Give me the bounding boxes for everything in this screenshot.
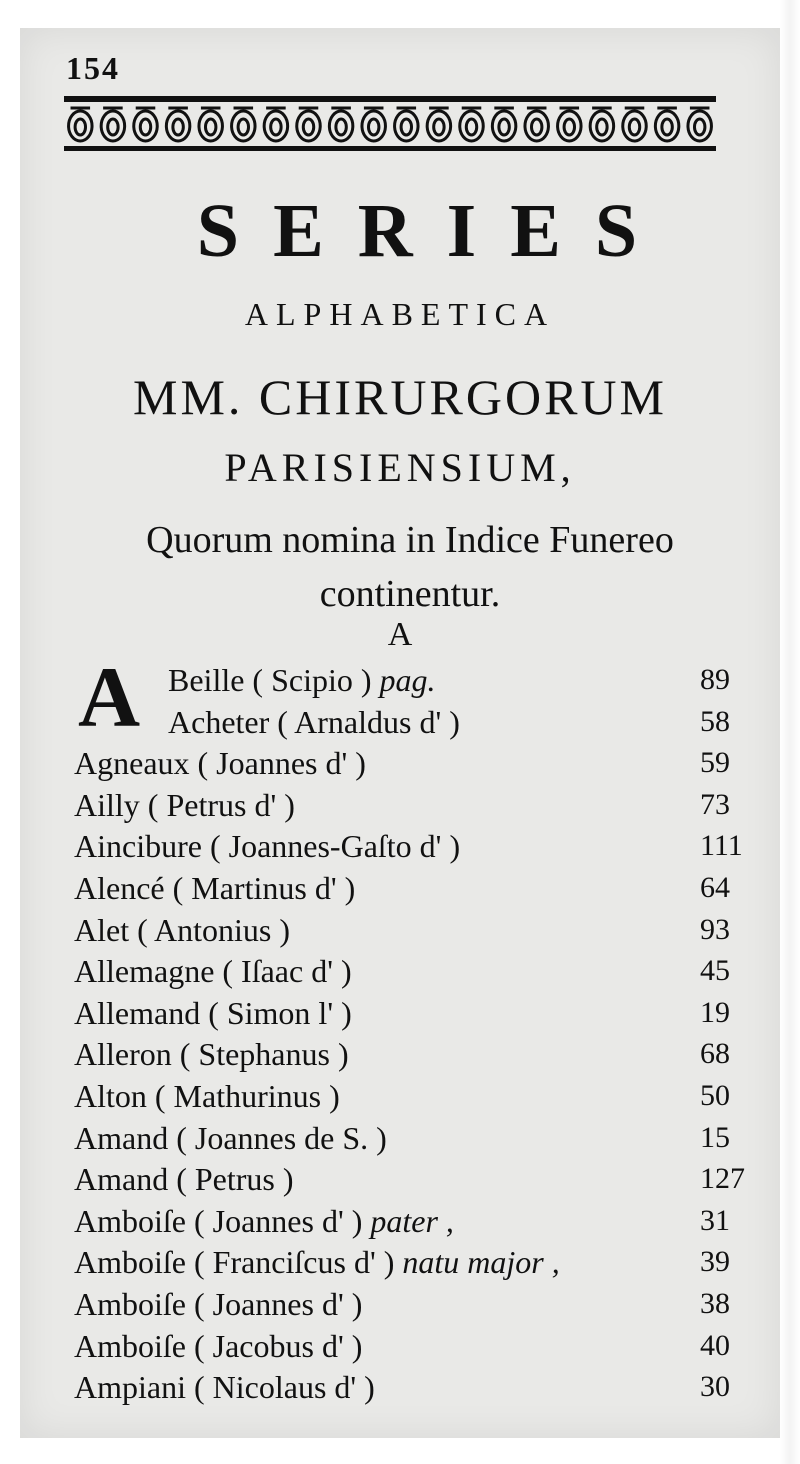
entry-name-text: Alet ( Antonius ) xyxy=(74,912,290,948)
entry-page-number: 89 xyxy=(700,663,730,696)
entry-name-text: Ailly ( Petrus d' ) xyxy=(74,787,295,823)
section-letter: A xyxy=(387,616,413,653)
intro-line-2: continentur. xyxy=(319,573,501,615)
entry-page-number: 73 xyxy=(700,788,730,821)
index-entry xyxy=(74,951,690,991)
entry-name xyxy=(74,1242,560,1282)
entry-page-number: 93 xyxy=(700,913,730,946)
entry-name-text: Amboiſe ( Joannes d' ) xyxy=(74,1286,363,1322)
entry-page-number: 59 xyxy=(700,746,730,779)
entry-page-number: 64 xyxy=(700,871,730,904)
index-entry xyxy=(74,993,690,1033)
entry-page-number: 111 xyxy=(700,829,743,862)
index-entry xyxy=(74,868,690,908)
entry-page-number: 39 xyxy=(700,1245,730,1278)
entry-name-text: Alencé ( Martinus d' ) xyxy=(74,870,356,906)
entry-name-text: Amand ( Joannes de S. ) xyxy=(74,1120,387,1156)
index-entry xyxy=(74,826,690,866)
index-entry xyxy=(74,785,690,825)
entry-name-text: Aincibure ( Joannes-Gaſto d' ) xyxy=(74,828,461,864)
entry-name xyxy=(74,1076,340,1116)
index-entry xyxy=(74,1076,690,1116)
entry-page-number: 19 xyxy=(700,996,730,1029)
entry-page-number: 30 xyxy=(700,1370,730,1403)
entry-name xyxy=(74,1159,294,1199)
entry-page-number: 40 xyxy=(700,1329,730,1362)
intro-line-1: Quorum nomina in Indice Funereo xyxy=(146,519,674,561)
index-entry xyxy=(74,1201,690,1241)
entry-note: pater , xyxy=(370,1203,454,1239)
entry-name-text: Agneaux ( Joannes d' ) xyxy=(74,745,366,781)
entry-name-text: Ampiani ( Nicolaus d' ) xyxy=(74,1369,375,1405)
index-entry xyxy=(74,1284,690,1324)
entry-page-number: 58 xyxy=(700,705,730,738)
entry-name-text: Beille ( Scipio ) xyxy=(168,662,372,698)
entry-name xyxy=(74,1326,362,1366)
index-entry xyxy=(74,1242,690,1282)
index-entry xyxy=(168,660,688,700)
entry-name xyxy=(74,1284,362,1324)
entry-name-text: Acheter ( Arnaldus d' ) xyxy=(168,704,460,740)
entry-page-number: 50 xyxy=(700,1079,730,1112)
entry-name xyxy=(74,1367,375,1407)
entry-name xyxy=(74,826,460,866)
page-edge xyxy=(780,0,800,1464)
subtitle-chirurgorum: MM. CHIRURGORUM xyxy=(133,369,667,425)
entry-name-text: Allemand ( Simon l' ) xyxy=(74,995,352,1031)
entry-name-text: Amboiſe ( Jacobus d' ) xyxy=(74,1328,363,1364)
entry-name-text: Amboiſe ( Franciſcus d' ) xyxy=(74,1244,395,1280)
index-entry xyxy=(74,1326,690,1366)
entry-name xyxy=(74,910,290,950)
entry-name xyxy=(74,1201,454,1241)
entry-note: pag. xyxy=(379,662,436,698)
entry-name-text: Alton ( Mathurinus ) xyxy=(74,1078,340,1114)
index-entry xyxy=(74,1159,690,1199)
entry-name-text: Amboiſe ( Joannes d' ) xyxy=(74,1203,363,1239)
entry-name-text: Allemagne ( Iſaac d' ) xyxy=(74,953,352,989)
entry-page-number: 45 xyxy=(700,954,730,987)
drop-cap: A xyxy=(78,649,141,745)
entry-name xyxy=(74,951,352,991)
entry-note: natu major , xyxy=(402,1244,560,1280)
entry-name-text: Amand ( Petrus ) xyxy=(74,1161,294,1197)
entry-page-number: 15 xyxy=(700,1121,730,1154)
entry-page-number: 38 xyxy=(700,1287,730,1320)
entry-name xyxy=(74,743,366,783)
entry-name xyxy=(74,1118,387,1158)
subtitle-alphabetica: ALPHABETICA xyxy=(244,296,556,332)
entry-name-text: Alleron ( Stephanus ) xyxy=(74,1036,349,1072)
page-number: 154 xyxy=(66,50,120,86)
entry-page-number: 68 xyxy=(700,1037,730,1070)
subtitle-parisiensium: PARISIENSIUM, xyxy=(224,445,576,490)
index-entry xyxy=(74,1034,690,1074)
index-entry xyxy=(74,910,690,950)
entry-name xyxy=(74,785,295,825)
entry-page-number: 127 xyxy=(700,1162,745,1195)
index-entry xyxy=(74,1118,690,1158)
entry-name xyxy=(168,660,436,700)
index-entry xyxy=(74,743,690,783)
entry-name xyxy=(74,993,352,1033)
ornamental-border xyxy=(64,96,716,154)
page-title: SERIES xyxy=(196,189,672,273)
index-entry xyxy=(168,702,688,742)
entry-page-number: 31 xyxy=(700,1204,730,1237)
entry-name xyxy=(74,868,355,908)
entry-name xyxy=(168,702,460,742)
entry-name xyxy=(74,1034,349,1074)
index-entry xyxy=(74,1367,690,1407)
